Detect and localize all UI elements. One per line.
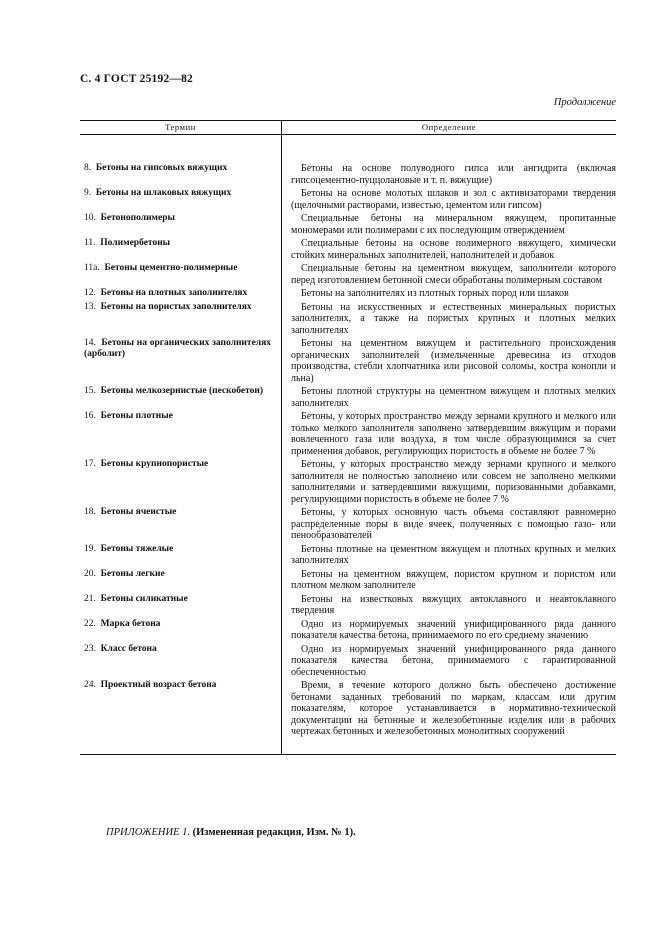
term-name: Полимербетоны xyxy=(100,238,171,248)
term-cell xyxy=(80,338,281,384)
appendix-label: ПРИЛОЖЕНИЕ 1. xyxy=(106,827,190,838)
term-cell xyxy=(80,619,281,642)
definition-cell: Бетоны плотной структуры на цементном вяжущем и плотных мелких заполнителях xyxy=(291,386,616,409)
terms-table xyxy=(80,120,616,755)
term-number: 12. xyxy=(84,288,96,298)
table-body xyxy=(80,135,616,754)
term-number: 8. xyxy=(84,163,92,173)
term-cell xyxy=(80,544,281,567)
term-name: Марка бетона xyxy=(100,618,161,629)
table-row xyxy=(80,386,616,409)
table-row xyxy=(80,163,616,186)
definition-cell: Бетоны, у которых пространство между зернами крупного и мелкого заполнителя не полностью заполнено или совсем не заполнено мелкими заполнителями и затвердевшими вяжущими, поризованными добавками, регулирующими пористость в объеме не более 7 % xyxy=(291,459,616,505)
definition-cell: Специальные бетоны на основе полимерного вяжущего, химически стойких минеральных заполнителей, наполнителей и добавок xyxy=(291,238,616,261)
term-number: 16. xyxy=(84,411,96,421)
table-row xyxy=(80,459,616,505)
table-row xyxy=(80,288,616,300)
term-name: Бетоны тяжелые xyxy=(100,543,174,554)
term-number: 14. xyxy=(84,338,96,348)
term-number: 23. xyxy=(84,643,96,654)
term-cell xyxy=(80,386,281,409)
table-row xyxy=(80,338,616,384)
definition-cell: Бетоны на цементном вяжущем и растительного происхождения органических заполнителей (измельченные древесина из отходов производства, стебли хлопчатника или рисовой соломы, костра конопли и льна) xyxy=(291,338,616,384)
appendix-text: (Измененная редакция, Изм. № 1). xyxy=(192,827,356,838)
definition-cell: Бетоны на основе молотых шлаков и зол с активизаторами твердения (щелочными растворами, известью, цементом или гипсом) xyxy=(291,188,616,211)
definition-cell: Бетоны, у которых основную часть объема составляют равномерно распределенные поры в виде ячеек, полученных с помощью газо- или пенообразователей xyxy=(291,507,616,541)
definition-cell: Бетоны плотные на цементном вяжущем и плотных крупных и мелких заполнителях xyxy=(291,543,616,566)
table-row xyxy=(80,507,616,542)
term-number: 20. xyxy=(84,568,96,579)
appendix-note xyxy=(106,827,356,838)
term-number: 22. xyxy=(84,618,96,629)
term-cell xyxy=(80,411,281,457)
term-number: 15. xyxy=(84,386,96,396)
term-cell xyxy=(80,644,281,679)
definition-cell: Специальные бетоны на минеральном вяжущем, пропитанные мономерами или полимерами с их последующим отверждением xyxy=(291,213,616,236)
continuation-label: Продолжение xyxy=(553,97,616,108)
term-number: 18. xyxy=(84,507,96,517)
table-row xyxy=(80,594,616,617)
term-cell xyxy=(80,302,281,337)
term-number: 17. xyxy=(84,459,96,469)
definition-cell: Одно из нормируемых значений унифицированного ряда данного показателя качества бетона, принимаемого по его среднему значению xyxy=(291,618,616,641)
term-name: Бетоны крупнопористые xyxy=(100,459,209,469)
table-row xyxy=(80,263,616,286)
term-cell xyxy=(80,507,281,542)
page-header: С. 4 ГОСТ 25192—82 xyxy=(80,73,193,85)
term-name: Бетоны цементно-полимерные xyxy=(104,263,238,273)
column-header-definition: Определение xyxy=(421,122,477,132)
definition-cell: Бетоны на искусственных и естественных минеральных пористых заполнителях, а также на пористых крупных и плотных мелких заполнителях xyxy=(291,301,616,336)
term-cell xyxy=(80,188,281,211)
definition-cell: Бетоны, у которых пространство между зернами крупного и мелкого или только мелкого заполнителя заполнено затвердевшим вяжущим и порами вовлеченного газа или воздуха, в том числе образующимися за счет применения добавок, регулирующих пористость в объеме не более 7 % xyxy=(291,411,616,457)
term-name: Бетоны плотные xyxy=(100,411,173,421)
definition-cell: Бетоны на известковых вяжущих автоклавного и неавтоклавного твердения xyxy=(291,593,616,616)
term-name: Класс бетона xyxy=(100,643,157,654)
definition-cell: Бетоны на основе полуводного гипса или ангидрита (включая гипсоцементно-пуццолановые и т. п. вяжущие) xyxy=(291,163,616,186)
table-row xyxy=(80,188,616,211)
term-name: Бетоны на гипсовых вяжущих xyxy=(95,163,228,173)
table-row xyxy=(80,238,616,261)
table-row xyxy=(80,619,616,642)
term-cell xyxy=(80,163,281,186)
term-cell xyxy=(80,263,281,286)
table-row xyxy=(80,213,616,236)
definition-cell: Бетоны на заполнителях из плотных горных пород или шлаков xyxy=(301,288,569,299)
column-header-term: Термин xyxy=(80,121,282,134)
column-divider xyxy=(281,135,282,754)
term-number: 13. xyxy=(84,301,96,312)
definition-cell: Время, в течение которого должно быть обеспечено достижение бетонами заданных требований по маркам, классам или другим показателям, которое устанавливается в нормативно-технической документации на бетонные и железобетонные изделия или в рабочих чертежах бетонных и железобетонных монолитных сооружений xyxy=(291,680,616,737)
definition-cell: Специальные бетоны на цементном вяжущем, заполнители которого перед изготовлением бетонной смеси обработаны полимерным составом xyxy=(291,263,616,286)
term-cell xyxy=(80,213,281,236)
table-row xyxy=(80,544,616,567)
term-number: 11. xyxy=(84,238,96,248)
term-cell xyxy=(80,680,281,738)
table-rows xyxy=(80,163,616,740)
term-name: Бетоны силикатные xyxy=(100,593,188,604)
term-name: Бетоны на органических заполнителях (арболит) xyxy=(84,338,272,360)
table-row xyxy=(80,302,616,337)
term-number: 24. xyxy=(84,680,96,690)
term-cell xyxy=(80,238,281,261)
term-name: Бетонополимеры xyxy=(100,213,175,223)
term-number: 21. xyxy=(84,593,96,604)
table-row xyxy=(80,411,616,457)
definition-cell: Бетоны на цементном вяжущем, пористом крупном и пористом или плотном мелком заполнителе xyxy=(291,568,616,591)
table-row xyxy=(80,644,616,679)
term-number: 10. xyxy=(84,213,96,223)
term-number: 9. xyxy=(84,188,92,198)
term-name: Бетоны мелкозернистые (пескобетон) xyxy=(100,386,264,396)
term-cell xyxy=(80,288,281,300)
term-name: Бетоны на шлаковых вяжущих xyxy=(95,188,232,198)
table-header xyxy=(80,121,616,135)
term-number: 19. xyxy=(84,543,96,554)
table-row xyxy=(80,680,616,738)
term-name: Бетоны легкие xyxy=(100,568,165,579)
term-name: Проектный возраст бетона xyxy=(100,680,217,690)
term-name: Бетоны на пористых заполнителях xyxy=(100,301,252,312)
term-cell xyxy=(80,594,281,617)
term-name: Бетоны ячеистые xyxy=(100,507,177,517)
term-cell xyxy=(80,459,281,505)
term-number: 11а. xyxy=(84,263,100,273)
definition-cell: Одно из нормируемых значений унифицированного ряда данного показателя качества бетона, принимаемого с гарантированной обеспеченностью xyxy=(291,643,616,678)
term-cell xyxy=(80,569,281,592)
table-row xyxy=(80,569,616,592)
term-name: Бетоны на плотных заполнителях xyxy=(100,288,248,298)
